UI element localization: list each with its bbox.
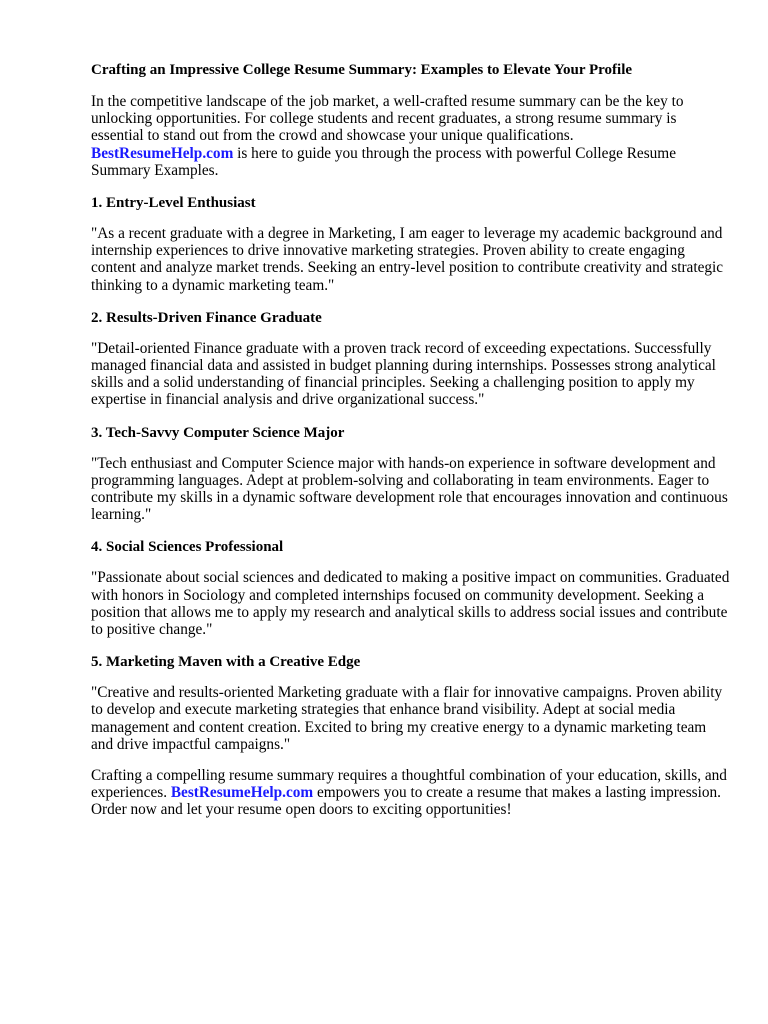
intro-paragraph	[91, 93, 731, 179]
closing-text: Crafting a compelling resume summary requires a thoughtful combination of your education, skills, and experiences.	[91, 767, 727, 802]
closing-paragraph	[91, 767, 731, 819]
intro-text-after: is here to guide you through the process with powerful College Resume Summary Examples.	[91, 144, 676, 179]
section-body: "Detail-oriented Finance graduate with a proven track record of exceeding expectations. Successfully managed financial data and assisted in budget planning during internships. Possesses strong analytical skills and a solid understanding of financial principles. Seeking a challenging position to apply my expertise in financial analysis and drive organizational success."	[91, 339, 716, 409]
section-body: "Creative and results-oriented Marketing graduate with a flair for innovative campaigns. Proven ability to develop and execute marketing strategies that enhance brand visibility. Adept at social media management and content creation. Excited to bring my creative energy to a dynamic marketing team and drive impactful campaigns."	[91, 684, 723, 753]
intro-link[interactable]: BestResumeHelp.com	[91, 144, 234, 162]
section-body: "As a recent graduate with a degree in Marketing, I am eager to leverage my academic background and internship experiences to drive innovative marketing strategies. Proven ability to create engaging content and analyze market trends. Seeking an entry-level position to contribute creativity and strategic thinking to a dynamic marketing team."	[91, 225, 724, 294]
intro-text: In the competitive landscape of the job market, a well-crafted resume summary can be the key to unlocking opportunities. For college students and recent graduates, a strong resume summary is essential to stand out from the crowd and showcase your unique qualifications.	[91, 93, 684, 145]
document-title: Crafting an Impressive College Resume Summary: Examples to Elevate Your Profile	[91, 62, 633, 78]
section-heading: 2. Results-Driven Finance Graduate	[91, 309, 322, 326]
section-heading: 1. Entry-Level Enthusiast	[91, 195, 256, 212]
section-heading: 5. Marketing Maven with a Creative Edge	[91, 654, 361, 671]
document-page	[91, 60, 731, 833]
closing-text-after: empowers you to create a resume that makes a lasting impression. Order now and let your resume open doors to exciting opportunities!	[91, 784, 721, 819]
section-body: "Passionate about social sciences and dedicated to making a positive impact on communities. Graduated with honors in Sociology and completed internships focused on community development. Seeking a position that allows me to apply my research and analytical skills to address social issues and contribute to positive change."	[91, 569, 730, 639]
closing-link[interactable]: BestResumeHelp.com	[170, 784, 314, 802]
section-heading: 4. Social Sciences Professional	[91, 539, 284, 556]
section-body: "Tech enthusiast and Computer Science major with hands-on experience in software development and programming languages. Adept at problem-solving and collaborating in team environments. Eager to contribute my skills in a dynamic software development role that encourages innovation and continuous learning."	[91, 454, 728, 524]
section-heading: 3. Tech-Savvy Computer Science Major	[91, 424, 345, 441]
